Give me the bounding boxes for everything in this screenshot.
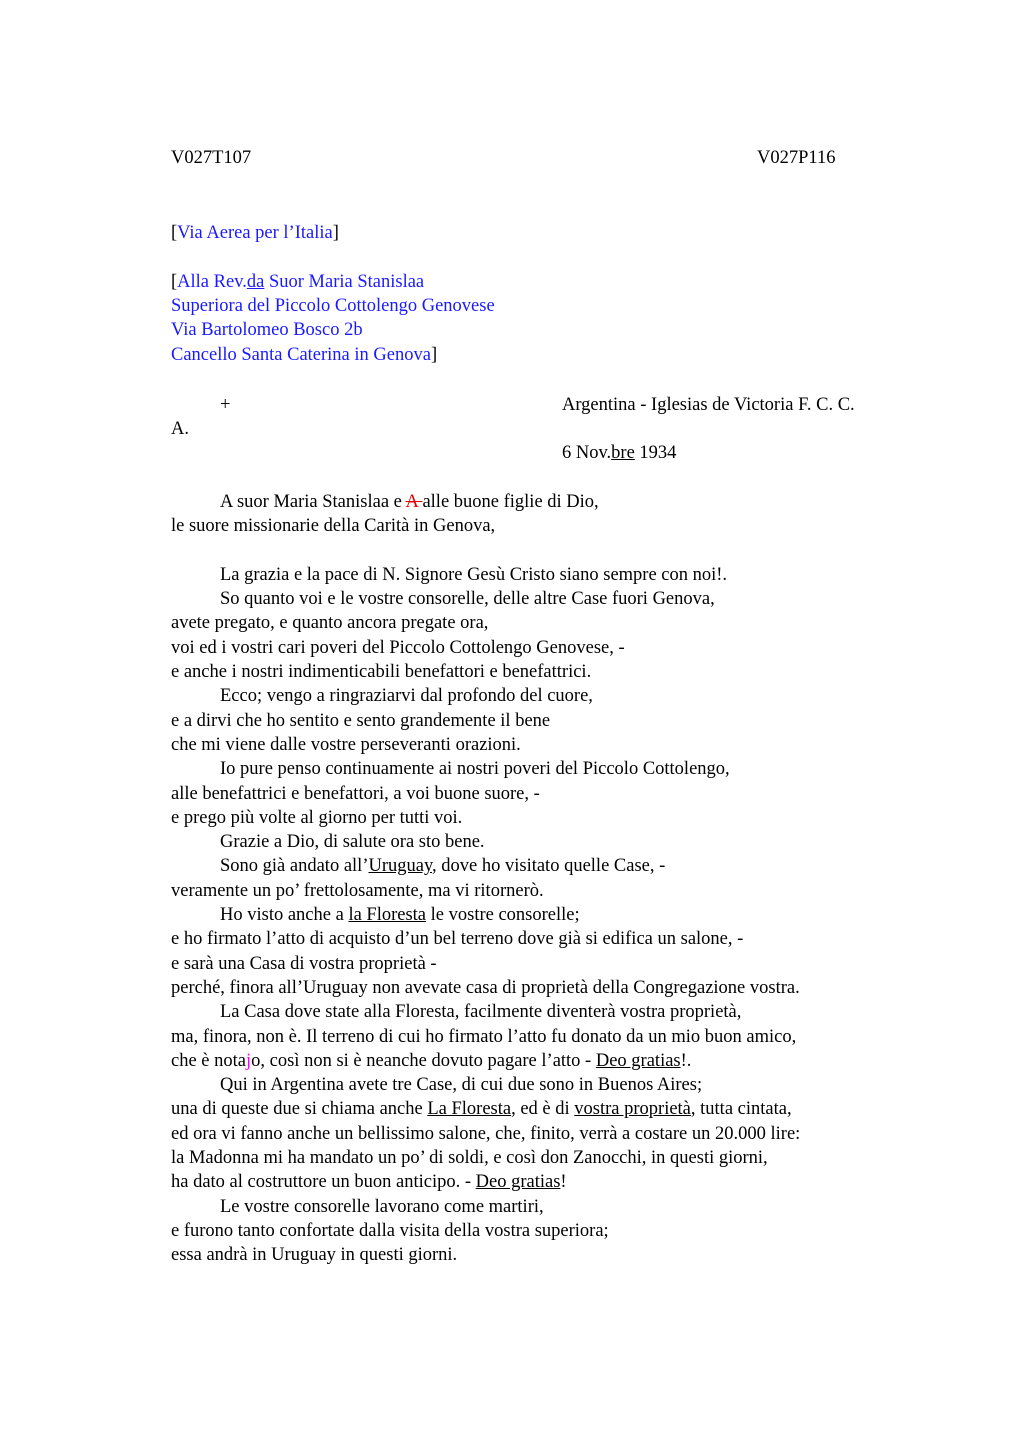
body-line-21 — [171, 1049, 891, 1073]
body-line-26 — [171, 1170, 891, 1194]
body-line-23-b: , ed è di — [511, 1099, 575, 1120]
body-line-15-a: Ho visto anche a — [220, 905, 349, 926]
address-line-1: [Alla Rev.da Suor Maria Stanislaa — [171, 272, 425, 292]
body-line-1: La grazia e la pace di N. Signore Gesù Cristo siano sempre con noi!. — [220, 564, 728, 585]
dateline-place-cont: A. — [171, 419, 189, 439]
body-line-4: voi ed i vostri cari poveri del Piccolo Cottolengo Genovese, - — [171, 637, 625, 658]
address-prefix: Alla Rev. — [177, 272, 247, 292]
right-code: V027P116 — [757, 148, 836, 168]
body-line-26-a: ha dato al costruttore un buon anticipo. - — [171, 1172, 476, 1193]
salutation-text-b: alle buone figlie di Dio, — [422, 492, 599, 512]
address-suffix: Suor Maria Stanislaa — [264, 272, 425, 292]
body-line-24: ed ora vi fanno anche un bellissimo salone, che, finito, verrà a costare un 20.000 lire: — [171, 1123, 801, 1144]
underlined-deo-gratias-2: Deo gratias — [475, 1172, 561, 1193]
salutation-text-a: A suor Maria Stanislaa e — [220, 492, 406, 512]
body-line-13-b: , dove ho visitato quelle Case, - — [432, 856, 666, 877]
body-line-17: e sarà una Casa di vostra proprietà - — [171, 953, 437, 974]
dateline-place: Argentina - Iglesias de Victoria F. C. C. — [562, 395, 855, 415]
address-line-4: Cancello Santa Caterina in Genova] — [171, 345, 438, 365]
address-abbr: da — [246, 272, 265, 292]
body-line-9: Io pure penso continuamente ai nostri poveri del Piccolo Cottolengo, — [220, 759, 730, 780]
body-line-27: Le vostre consorelle lavorano come martiri, — [220, 1196, 544, 1217]
underlined-deo-gratias: Deo gratias — [595, 1050, 681, 1071]
address-line-3: Via Bartolomeo Bosco 2b — [171, 320, 363, 340]
body-line-18: perché, finora all’Uruguay non avevate casa di proprietà della Congregazione vostra. — [171, 977, 800, 998]
salutation-line-2: le suore missionarie della Carità in Genova, — [171, 516, 496, 537]
date-abbr: bre — [611, 443, 635, 463]
body-line-15-b: le vostre consorelle; — [426, 905, 580, 926]
body-line-12: Grazie a Dio, di salute ora sto bene. — [220, 832, 485, 853]
body-line-23 — [171, 1097, 891, 1121]
body-line-23-c: , tutta cintata, — [690, 1099, 792, 1120]
body-line-20: ma, finora, non è. Il terreno di cui ho firmato l’atto fu donato da un mio buon amico, — [171, 1026, 797, 1047]
body-line-15 — [171, 903, 891, 927]
body-line-13 — [171, 854, 891, 878]
cross-symbol: + — [220, 395, 231, 415]
body-line-22: Qui in Argentina avete tre Case, di cui due sono in Buenos Aires; — [220, 1075, 703, 1096]
body-line-16: e ho firmato l’atto di acquisto d’un bel terreno dove già si edifica un salone, - — [171, 929, 744, 950]
underlined-la-floresta: la Floresta — [348, 905, 427, 926]
body-line-5: e anche i nostri indimenticabili benefattori e benefattrici. — [171, 662, 592, 683]
body-line-7: e a dirvi che ho sentito e sento grandemente il bene — [171, 710, 551, 731]
body-line-14: veramente un po’ frettolosamente, ma vi ritornerò. — [171, 880, 544, 901]
salutation-line-1 — [171, 490, 891, 514]
date-prefix: 6 Nov. — [562, 443, 612, 463]
underlined-uruguay: Uruguay — [368, 856, 433, 877]
body-line-8: che mi viene dalle vostre perseveranti orazioni. — [171, 734, 521, 755]
blank-line — [171, 539, 891, 563]
body-line-29: essa andrà in Uruguay in questi giorni. — [171, 1245, 458, 1266]
body-line-21-b: o, così non si è neanche dovuto pagare l’atto - — [251, 1050, 596, 1071]
underlined-la-floresta-2: La Floresta — [427, 1099, 512, 1120]
struck-text: A — [405, 492, 423, 512]
corrected-letter: j — [246, 1050, 252, 1071]
date-suffix: 1934 — [634, 443, 677, 463]
body-line-28: e furono tanto confortate dalla visita della vostra superiora; — [171, 1220, 609, 1241]
underlined-vostra-proprieta: vostra proprietà — [574, 1099, 691, 1120]
body-line-13-a: Sono già andato all’ — [220, 856, 369, 877]
body-line-21-c: !. — [680, 1050, 692, 1071]
address-line-4-text: Cancello Santa Caterina in Genova — [171, 345, 431, 365]
body-line-6: Ecco; vengo a ringraziarvi dal profondo del cuore, — [220, 686, 593, 707]
body-line-3: avete pregato, e quanto ancora pregate ora, — [171, 613, 489, 634]
body-line-19: La Casa dove state alla Floresta, facilmente diventerà vostra proprietà, — [220, 1002, 742, 1023]
body-line-2: So quanto voi e le vostre consorelle, delle altre Case fuori Genova, — [220, 589, 715, 610]
body-line-26-b: ! — [560, 1172, 567, 1193]
via-aerea-text: Via Aerea per l’Italia — [177, 223, 333, 243]
dateline-date — [562, 441, 676, 465]
body-line-21-a: che è nota — [171, 1050, 246, 1071]
body-line-25: la Madonna mi ha mandato un po’ di soldi, e così don Zanocchi, in questi giorni, — [171, 1148, 768, 1169]
via-aerea-line: [Via Aerea per l’Italia] — [171, 223, 339, 243]
letter-body — [171, 490, 891, 1268]
body-line-23-a: una di queste due si chiama anche — [171, 1099, 428, 1120]
left-code: V027T107 — [171, 148, 252, 168]
address-line-2: Superiora del Piccolo Cottolengo Genovese — [171, 296, 495, 316]
body-line-10: alle benefattrici e benefattori, a voi buone suore, - — [171, 783, 540, 804]
body-line-11: e prego più volte al giorno per tutti voi. — [171, 807, 463, 828]
